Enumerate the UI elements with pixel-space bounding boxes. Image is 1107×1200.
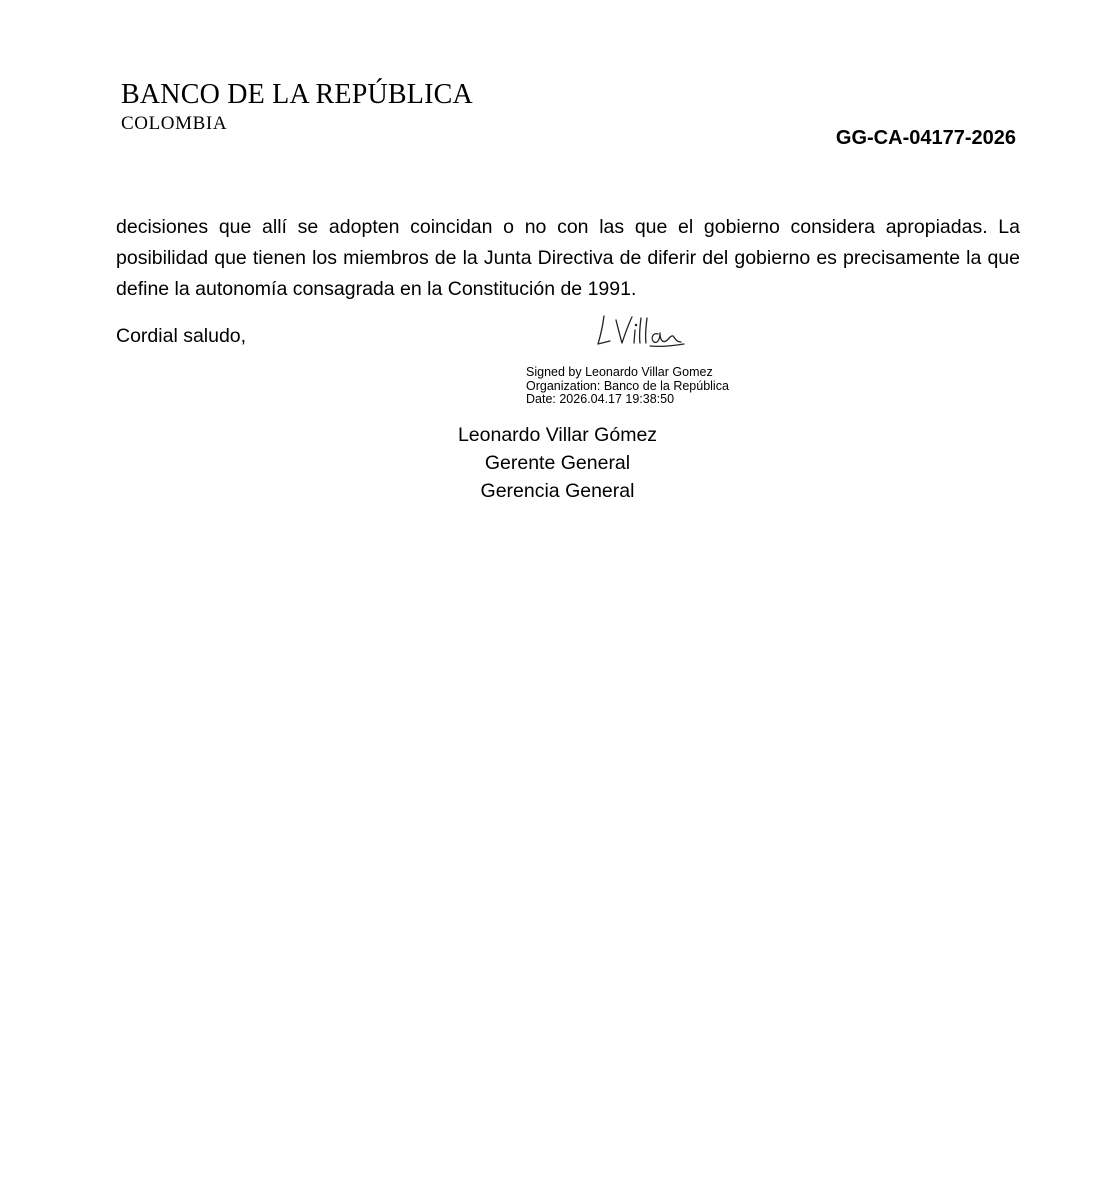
bank-country: COLOMBIA (121, 113, 228, 134)
signed-by-line: Signed by Leonardo Villar Gomez (526, 365, 713, 379)
signer-block (400, 421, 715, 505)
signature-date-line: Date: 2026.04.17 19:38:50 (526, 392, 675, 406)
letterhead (121, 78, 473, 135)
digital-signature-info (526, 366, 729, 407)
signer-department: Gerencia General (480, 480, 635, 502)
bank-name: BANCO DE LA REPÚBLICA (121, 79, 473, 110)
organization-line: Organization: Banco de la República (526, 378, 729, 393)
signer-name: Leonardo Villar Gómez (457, 424, 658, 446)
closing-salutation: Cordial saludo, (116, 325, 247, 347)
handwritten-signature (588, 306, 692, 354)
reference-code: GG-CA-04177-2026 (835, 127, 1016, 149)
body-paragraph: decisiones que allí se adopten coincidan o no con las que el gobierno considera apropiadas. La posibilidad que tienen los miembros de la Junta Directiva de diferir del gobierno es precisamente la que define la autonomía consagrada en la Constitución de 1991. (116, 216, 1020, 300)
signer-title: Gerente General (484, 452, 631, 474)
